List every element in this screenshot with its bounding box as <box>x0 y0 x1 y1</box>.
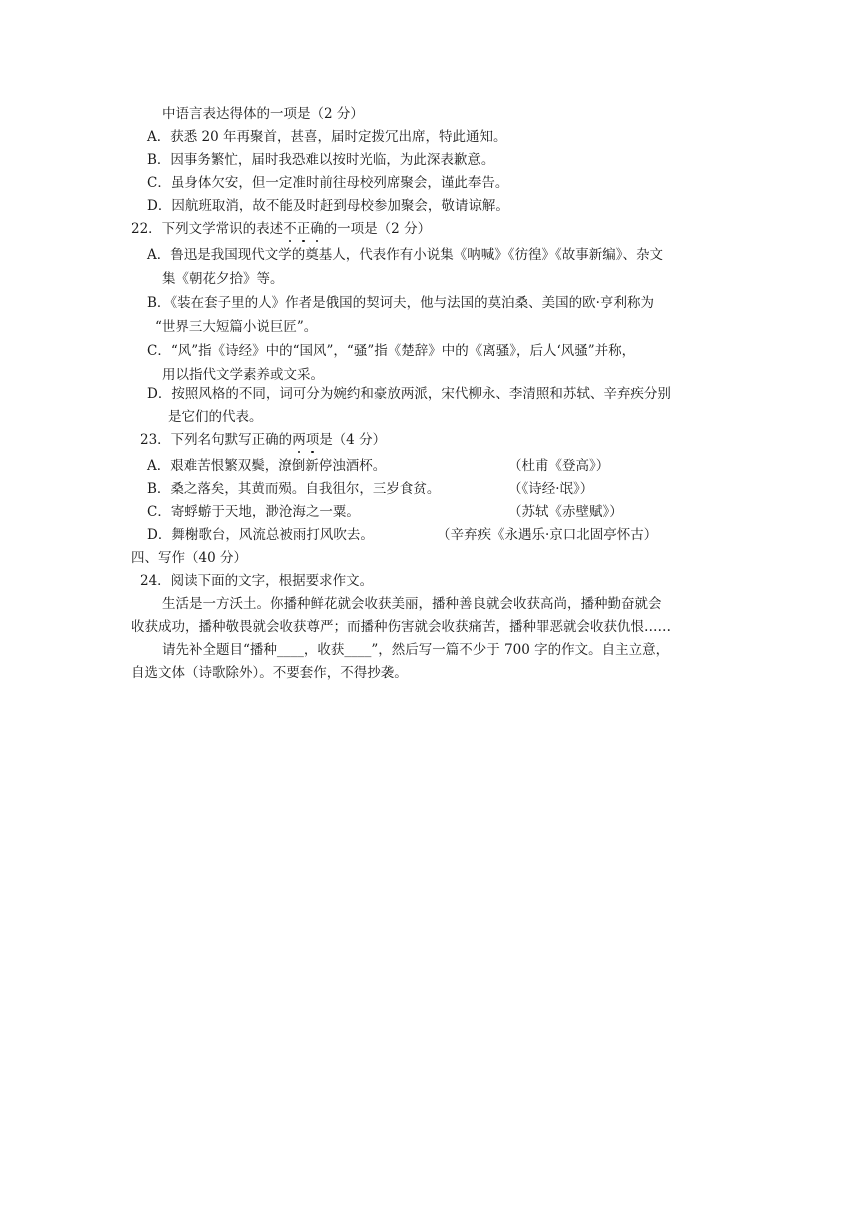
q22-option-b-line2: “世界三大短篇小说巨匠”。 <box>155 319 318 335</box>
q22-option-d-line2: 是它们的代表。 <box>168 409 263 425</box>
q22-stem <box>131 219 431 239</box>
q23-option-c: C．寄蜉蝣于天地，渺沧海之一粟。 <box>147 504 360 520</box>
q21-option-a: A．获悉 20 年再聚首，甚喜，届时定拨冗出席，特此通知。 <box>147 129 507 145</box>
prompt-paragraph-line2: 收获成功，播种敬畏就会收获尊严；而播种伤害就会收获痛苦，播种罪恶就会收获仇恨…… <box>131 619 671 635</box>
q22-option-d-line1: D．按照风格的不同，词可分为婉约和豪放两派，宋代柳永、李清照和苏轼、辛弃疾分别 <box>147 386 671 402</box>
q23-option-b-source: （《诗经·氓》） <box>508 481 594 497</box>
emphasis-dot-char: 正 <box>296 221 311 237</box>
q23-stem <box>140 430 386 450</box>
section-heading: 四、写作（40 分） <box>131 550 247 566</box>
q22-option-a-line2: 集《朝花夕拾》等。 <box>162 271 284 287</box>
q21-option-b: B．因事务繁忙，届时我恐难以按时光临，为此深表歉意。 <box>147 152 495 168</box>
instruction-paragraph-line1: 请先补全题目“播种____，收获____”，然后写一篇不少于 700 字的作文。自主立意， <box>162 642 670 658</box>
q21-option-c: C．虽身体欠安，但一定准时前往母校列席聚会，谨此奉告。 <box>147 175 509 191</box>
q21-stem-tail: 中语言表达得体的一项是（2 分） <box>162 106 364 122</box>
q23-option-a: A．艰难苦恨繁双鬓，潦倒新停浊酒杯。 <box>147 458 387 474</box>
q22-option-a-line1: A．鲁迅是我国现代文学的奠基人，代表作有小说集《呐喊》《彷徨》《故事新编》、杂文 <box>147 247 663 263</box>
q22-stem-post: 的一项是（2 分） <box>323 221 432 237</box>
prompt-paragraph-line1: 生活是一方沃土。你播种鲜花就会收获美丽，播种善良就会收获高尚，播种勤奋就会 <box>162 596 662 612</box>
q22-option-c-line2: 用以指代文学素养或文采。 <box>162 367 324 383</box>
q22-option-c-line1: C．“风”指《诗经》中的“国风”，“骚”指《楚辞》中的《离骚》，后人‘风骚”并称， <box>147 343 636 359</box>
q23-option-b: B．桑之落矣，其黄而殒。自我徂尔，三岁食贫。 <box>147 481 441 497</box>
q23-stem-pre: 23．下列名句默写正确的 <box>140 432 293 448</box>
q24-stem: 24．阅读下面的文字，根据要求作文。 <box>140 573 374 589</box>
emphasis-dot-char: 不 <box>283 221 297 237</box>
instruction-paragraph-line2: 自选文体（诗歌除外）。不要套作，不得抄袭。 <box>131 665 408 681</box>
q21-option-d: D．因航班取消，故不能及时赶到母校参加聚会，敬请谅解。 <box>147 198 509 214</box>
q23-stem-post: 是（4 分） <box>319 432 387 448</box>
emphasis-dot-char: 项 <box>305 432 320 448</box>
q23-option-d-source: （辛弃疾《永遇乐·京口北固亭怀古） <box>437 527 658 543</box>
q23-option-a-source: （杜甫《登高》） <box>508 458 610 474</box>
q22-option-b-line1: B．《装在套子里的人》作者是俄国的契诃夫，他与法国的莫泊桑、美国的欧·亨利称为 <box>147 295 654 311</box>
emphasis-dot-char: 两 <box>292 432 306 448</box>
emphasis-dot-char: 确 <box>310 221 324 237</box>
q23-option-c-source: （苏轼《赤壁赋》） <box>508 504 623 520</box>
q22-stem-pre: 22．下列文学常识的表述 <box>131 221 284 237</box>
q23-option-d: D．舞榭歌台，风流总被雨打风吹去。 <box>147 527 374 543</box>
